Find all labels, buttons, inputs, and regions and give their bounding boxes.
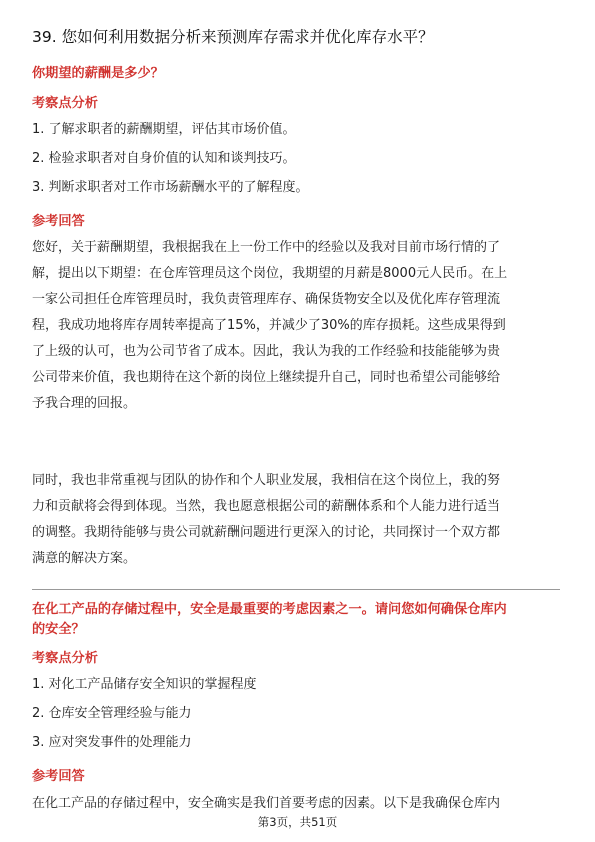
- analysis-item: 2. 仓库安全管理经验与能力: [32, 706, 192, 721]
- answer-label: 参考回答: [32, 214, 85, 229]
- answer-line: 力和贡献将会得到体现。当然，我也愿意根据公司的薪酬体系和个人能力进行适当: [32, 499, 501, 514]
- analysis-item: 3. 应对突发事件的处理能力: [32, 735, 192, 750]
- analysis-item: 3. 判断求职者对工作市场薪酬水平的了解程度。: [32, 180, 309, 195]
- answer-line: 在化工产品的存储过程中，安全确实是我们首要考虑的因素。以下是我确保仓库内: [32, 796, 501, 811]
- answer-line: 解，提出以下期望：在仓库管理员这个岗位，我期望的月薪是8000元人民币。在上: [32, 266, 508, 281]
- answer-line: 您好，关于薪酬期望，我根据我在上一份工作中的经验以及我对目前市场行情的了: [32, 240, 501, 255]
- answer-label: 参考回答: [32, 769, 85, 784]
- answer-line: 予我合理的回报。: [32, 396, 137, 411]
- answer-line: 程，我成功地将库存周转率提高了15%，并减少了30%的库存损耗。这些成果得到: [32, 318, 506, 333]
- question-chemical-safety-line: 在化工产品的存储过程中，安全是最重要的考虑因素之一。请问您如何确保仓库内: [32, 602, 507, 617]
- question-chemical-safety-line: 的安全？: [32, 622, 85, 637]
- analysis-item: 1. 对化工产品储存安全知识的掌握程度: [32, 677, 257, 692]
- question-heading: 39. 您如何利用数据分析来预测库存需求并优化库存水平？: [32, 28, 434, 46]
- question-salary: 你期望的薪酬是多少？: [32, 66, 164, 81]
- analysis-item: 1. 了解求职者的薪酬期望，评估其市场价值。: [32, 122, 296, 137]
- page-footer: 第3页，共51页: [257, 815, 338, 829]
- answer-line: 同时，我也非常重视与团队的协作和个人职业发展，我相信在这个岗位上，我的努: [32, 473, 501, 488]
- section-divider: [32, 589, 560, 590]
- answer-line: 公司带来价值，我也期待在这个新的岗位上继续提升自己，同时也希望公司能够给: [32, 370, 501, 385]
- answer-line: 满意的解决方案。: [32, 551, 137, 566]
- analysis-label: 考察点分析: [32, 651, 98, 666]
- answer-line: 的调整。我期待能够与贵公司就薪酬问题进行更深入的讨论，共同探讨一个双方都: [32, 525, 501, 540]
- analysis-label: 考察点分析: [32, 96, 98, 111]
- answer-line: 一家公司担任仓库管理员时，我负责管理库存、确保货物安全以及优化库存管理流: [32, 292, 501, 307]
- analysis-item: 2. 检验求职者对自身价值的认知和谈判技巧。: [32, 151, 296, 166]
- answer-line: 了上级的认可，也为公司节省了成本。因此，我认为我的工作经验和技能能够为贵: [32, 344, 501, 359]
